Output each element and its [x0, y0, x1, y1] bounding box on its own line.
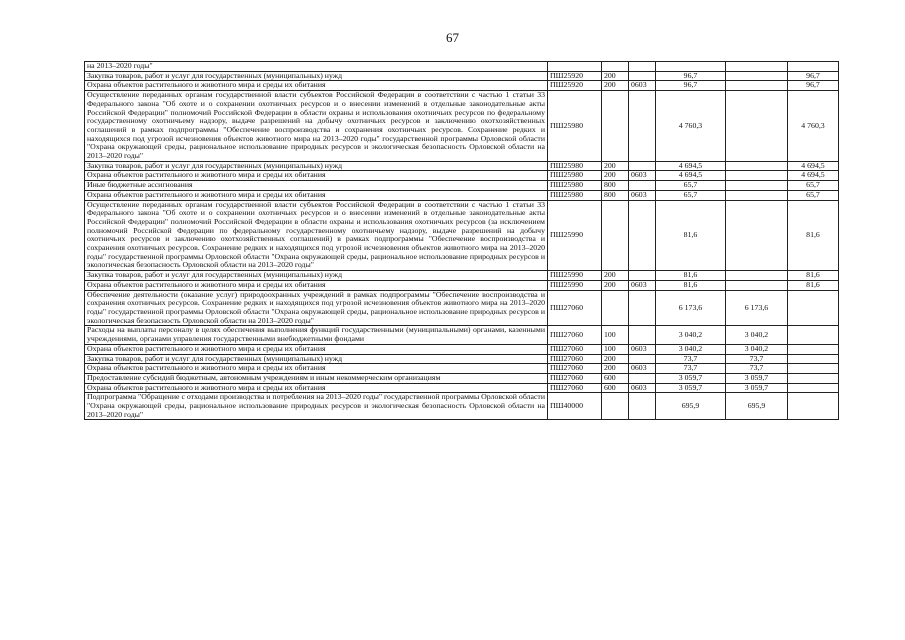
expense-type-cell: 600 [602, 383, 629, 393]
section-code-cell: 0603 [629, 344, 656, 354]
amount-total-cell: 4 760,3 [656, 91, 726, 162]
description-cell: Закупка товаров, работ и услуг для государственных (муниципальных) нужд [85, 354, 548, 364]
amount-total-cell: 4 694,5 [656, 171, 726, 181]
target-code-cell: ПШ27060 [548, 290, 602, 326]
section-code-cell: 0603 [629, 364, 656, 374]
target-code-cell: ПШ27060 [548, 373, 602, 383]
amount-total-cell: 96,7 [656, 81, 726, 91]
table-row [85, 71, 839, 81]
target-code-cell: ПШ27060 [548, 354, 602, 364]
amount-federal-cell [788, 383, 839, 393]
amount-federal-cell [788, 290, 839, 326]
table-row [85, 280, 839, 290]
amount-total-cell: 81,6 [656, 280, 726, 290]
amount-total-cell [656, 62, 726, 72]
amount-institutions-cell [726, 181, 788, 191]
section-code-cell: 0603 [629, 190, 656, 200]
amount-federal-cell [788, 344, 839, 354]
expense-type-cell: 200 [602, 354, 629, 364]
description-cell: на 2013–2020 годы" [85, 62, 548, 72]
table-row [85, 393, 839, 420]
amount-federal-cell: 65,7 [788, 190, 839, 200]
table-row [85, 344, 839, 354]
amount-federal-cell [788, 62, 839, 72]
amount-institutions-cell [726, 280, 788, 290]
target-code-cell: ПШ25980 [548, 190, 602, 200]
table-row [85, 91, 839, 162]
section-code-cell: 0603 [629, 280, 656, 290]
description-cell: Подпрограмма "Обращение с отходами производства и потребления на 2013–2020 годы" государственной программы Орловской области "Охрана окружающей среды, рациональное использование природных ресурсов и экологическая безопасность Орловской области на 2013–2020 годы" [85, 393, 548, 420]
target-code-cell: ПШ25990 [548, 280, 602, 290]
expense-type-cell: 200 [602, 364, 629, 374]
table-row [85, 326, 839, 344]
table-row [85, 364, 839, 374]
section-code-cell [629, 181, 656, 191]
description-cell: Охрана объектов растительного и животного мира и среды их обитания [85, 280, 548, 290]
amount-federal-cell: 4 760,3 [788, 91, 839, 162]
amount-institutions-cell: 3 040,2 [726, 344, 788, 354]
amount-institutions-cell [726, 62, 788, 72]
amount-institutions-cell [726, 71, 788, 81]
amount-total-cell: 6 173,6 [656, 290, 726, 326]
amount-total-cell: 73,7 [656, 354, 726, 364]
section-code-cell [629, 161, 656, 171]
description-cell: Охрана объектов растительного и животного мира и среды их обитания [85, 364, 548, 374]
amount-institutions-cell: 73,7 [726, 354, 788, 364]
target-code-cell: ПШ25990 [548, 200, 602, 271]
description-cell: Осуществление переданных органам государственной власти субъектов Российской Федерации в соответствии с частью 1 статьи 33 Федерального закона "Об охоте и о сохранении охотничьих ресурсов и о внесении изменений в отдельные законодательные акты Российской Федерации" полномочий Российской Федерации в области охраны и использования охотничьих ресурсов (за исключением полномочий Российской Федерации по федеральному государственному охотничьему надзору, выдаче разрешений на добычу охотничьих ресурсов и заключению охотхозяйственных соглашений) в рамках подпрограммы "Обеспечение воспроизводства и сохранения охотничьих ресурсов. Сохранение редких и находящихся под угрозой исчезновения объектов животного мира на 2013–2020 годы" государственной программы Орловской области "Охрана окружающей среды, рациональное использование природных ресурсов и экологическая безопасность Орловской области на 2013–2020 годы" [85, 200, 548, 271]
target-code-cell: ПШ25990 [548, 271, 602, 281]
amount-federal-cell [788, 373, 839, 383]
expense-type-cell [602, 393, 629, 420]
amount-total-cell: 4 694,5 [656, 161, 726, 171]
expense-type-cell: 100 [602, 344, 629, 354]
expense-type-cell: 200 [602, 161, 629, 171]
amount-total-cell: 3 059,7 [656, 373, 726, 383]
expense-type-cell [602, 91, 629, 162]
target-code-cell: ПШ25980 [548, 91, 602, 162]
expense-type-cell: 200 [602, 81, 629, 91]
section-code-cell [629, 393, 656, 420]
amount-federal-cell: 96,7 [788, 71, 839, 81]
description-cell: Осуществление переданных органам государственной власти субъектов Российской Федерации в соответствии с частью 1 статьи 33 Федерального закона "Об охоте и о сохранении охотничьих ресурсов и о внесении изменений в отдельные законодательные акты Российской Федерации" полномочий Российской Федерации в области охраны и использования охотничьих ресурсов по федеральному государственному охотничьему надзору, выдаче разрешений на добычу охотничьих ресурсов и заключению охотхозяйственных соглашений в рамках подпрограммы "Обеспечение воспроизводства и сохранения охотничьих ресурсов. Сохранение редких и находящихся под угрозой исчезновения объектов животного мира на 2013–2020 годы" государственной программы Орловской области "Охрана окружающей среды, рациональное использование природных ресурсов и экологическая безопасность Орловской области на 2013–2020 годы" [85, 91, 548, 162]
amount-federal-cell [788, 354, 839, 364]
expense-type-cell: 200 [602, 71, 629, 81]
budget-table [84, 61, 839, 420]
table-row [85, 354, 839, 364]
amount-federal-cell [788, 326, 839, 344]
description-cell: Охрана объектов растительного и животного мира и среды их обитания [85, 171, 548, 181]
table-row [85, 62, 839, 72]
target-code-cell: ПШ25980 [548, 171, 602, 181]
section-code-cell [629, 91, 656, 162]
expense-type-cell [602, 62, 629, 72]
expense-type-cell [602, 290, 629, 326]
description-cell: Закупка товаров, работ и услуг для государственных (муниципальных) нужд [85, 161, 548, 171]
expense-type-cell: 800 [602, 181, 629, 191]
table-row [85, 290, 839, 326]
target-code-cell: ПШ27060 [548, 383, 602, 393]
table-row [85, 200, 839, 271]
amount-total-cell: 65,7 [656, 190, 726, 200]
table-row [85, 171, 839, 181]
amount-total-cell: 65,7 [656, 181, 726, 191]
target-code-cell: ПШ27060 [548, 326, 602, 344]
amount-institutions-cell: 3 059,7 [726, 383, 788, 393]
target-code-cell: ПШ25980 [548, 161, 602, 171]
target-code-cell [548, 62, 602, 72]
amount-federal-cell: 81,6 [788, 200, 839, 271]
section-code-cell [629, 71, 656, 81]
expense-type-cell: 600 [602, 373, 629, 383]
section-code-cell [629, 62, 656, 72]
amount-federal-cell: 4 694,5 [788, 171, 839, 181]
section-code-cell: 0603 [629, 383, 656, 393]
description-cell: Охрана объектов растительного и животного мира и среды их обитания [85, 383, 548, 393]
amount-total-cell: 3 040,2 [656, 344, 726, 354]
expense-type-cell [602, 200, 629, 271]
amount-total-cell: 81,6 [656, 200, 726, 271]
expense-type-cell: 100 [602, 326, 629, 344]
target-code-cell: ПШ25980 [548, 181, 602, 191]
description-cell: Иные бюджетные ассигнования [85, 181, 548, 191]
table-row [85, 161, 839, 171]
amount-total-cell: 96,7 [656, 71, 726, 81]
amount-institutions-cell: 3 059,7 [726, 373, 788, 383]
amount-federal-cell: 65,7 [788, 181, 839, 191]
amount-federal-cell: 96,7 [788, 81, 839, 91]
amount-institutions-cell: 3 040,2 [726, 326, 788, 344]
section-code-cell [629, 326, 656, 344]
amount-total-cell: 81,6 [656, 271, 726, 281]
page-number: 67 [446, 30, 459, 45]
table-row [85, 271, 839, 281]
expense-type-cell: 200 [602, 280, 629, 290]
expense-type-cell: 200 [602, 171, 629, 181]
section-code-cell [629, 271, 656, 281]
amount-institutions-cell [726, 91, 788, 162]
target-code-cell: ПШ40000 [548, 393, 602, 420]
description-cell: Закупка товаров, работ и услуг для государственных (муниципальных) нужд [85, 271, 548, 281]
amount-total-cell: 695,9 [656, 393, 726, 420]
section-code-cell [629, 200, 656, 271]
description-cell: Охрана объектов растительного и животного мира и среды их обитания [85, 81, 548, 91]
section-code-cell: 0603 [629, 171, 656, 181]
amount-institutions-cell [726, 190, 788, 200]
amount-institutions-cell [726, 171, 788, 181]
table-row [85, 373, 839, 383]
target-code-cell: ПШ25920 [548, 81, 602, 91]
amount-total-cell: 73,7 [656, 364, 726, 374]
table-row [85, 383, 839, 393]
amount-institutions-cell [726, 81, 788, 91]
description-cell: Охрана объектов растительного и животного мира и среды их обитания [85, 190, 548, 200]
description-cell: Охрана объектов растительного и животного мира и среды их обитания [85, 344, 548, 354]
description-cell: Расходы на выплаты персоналу в целях обеспечения выполнения функций государственными (муниципальными) органами, казенными учреждениями, органами управления государственными внебюджетными фондами [85, 326, 548, 344]
description-cell: Предоставление субсидий бюджетным, автономным учреждениям и иным некоммерческим организациям [85, 373, 548, 383]
amount-total-cell: 3 040,2 [656, 326, 726, 344]
amount-institutions-cell: 6 173,6 [726, 290, 788, 326]
amount-institutions-cell: 695,9 [726, 393, 788, 420]
target-code-cell: ПШ25920 [548, 71, 602, 81]
amount-institutions-cell [726, 161, 788, 171]
table-row [85, 190, 839, 200]
target-code-cell: ПШ27060 [548, 364, 602, 374]
section-code-cell [629, 354, 656, 364]
expense-type-cell: 800 [602, 190, 629, 200]
description-cell: Обеспечение деятельности (оказание услуг) природоохранных учреждений в рамках подпрограммы "Обеспечение воспроизводства и сохранения охотничьих ресурсов. Сохранение редких и находящихся под угрозой исчезновения объектов животного мира на 2013–2020 годы" государственной программы Орловской области "Охрана окружающей среды, рациональное использование природных ресурсов и экологическая безопасность Орловской области на 2013–2020 годы" [85, 290, 548, 326]
amount-total-cell: 3 059,7 [656, 383, 726, 393]
amount-institutions-cell [726, 200, 788, 271]
amount-institutions-cell [726, 271, 788, 281]
amount-federal-cell [788, 393, 839, 420]
amount-federal-cell [788, 364, 839, 374]
amount-institutions-cell: 73,7 [726, 364, 788, 374]
amount-federal-cell: 81,6 [788, 280, 839, 290]
description-cell: Закупка товаров, работ и услуг для государственных (муниципальных) нужд [85, 71, 548, 81]
section-code-cell [629, 290, 656, 326]
table-row [85, 181, 839, 191]
amount-federal-cell: 4 694,5 [788, 161, 839, 171]
table-row [85, 81, 839, 91]
amount-federal-cell: 81,6 [788, 271, 839, 281]
section-code-cell [629, 373, 656, 383]
section-code-cell: 0603 [629, 81, 656, 91]
target-code-cell: ПШ27060 [548, 344, 602, 354]
expense-type-cell: 200 [602, 271, 629, 281]
